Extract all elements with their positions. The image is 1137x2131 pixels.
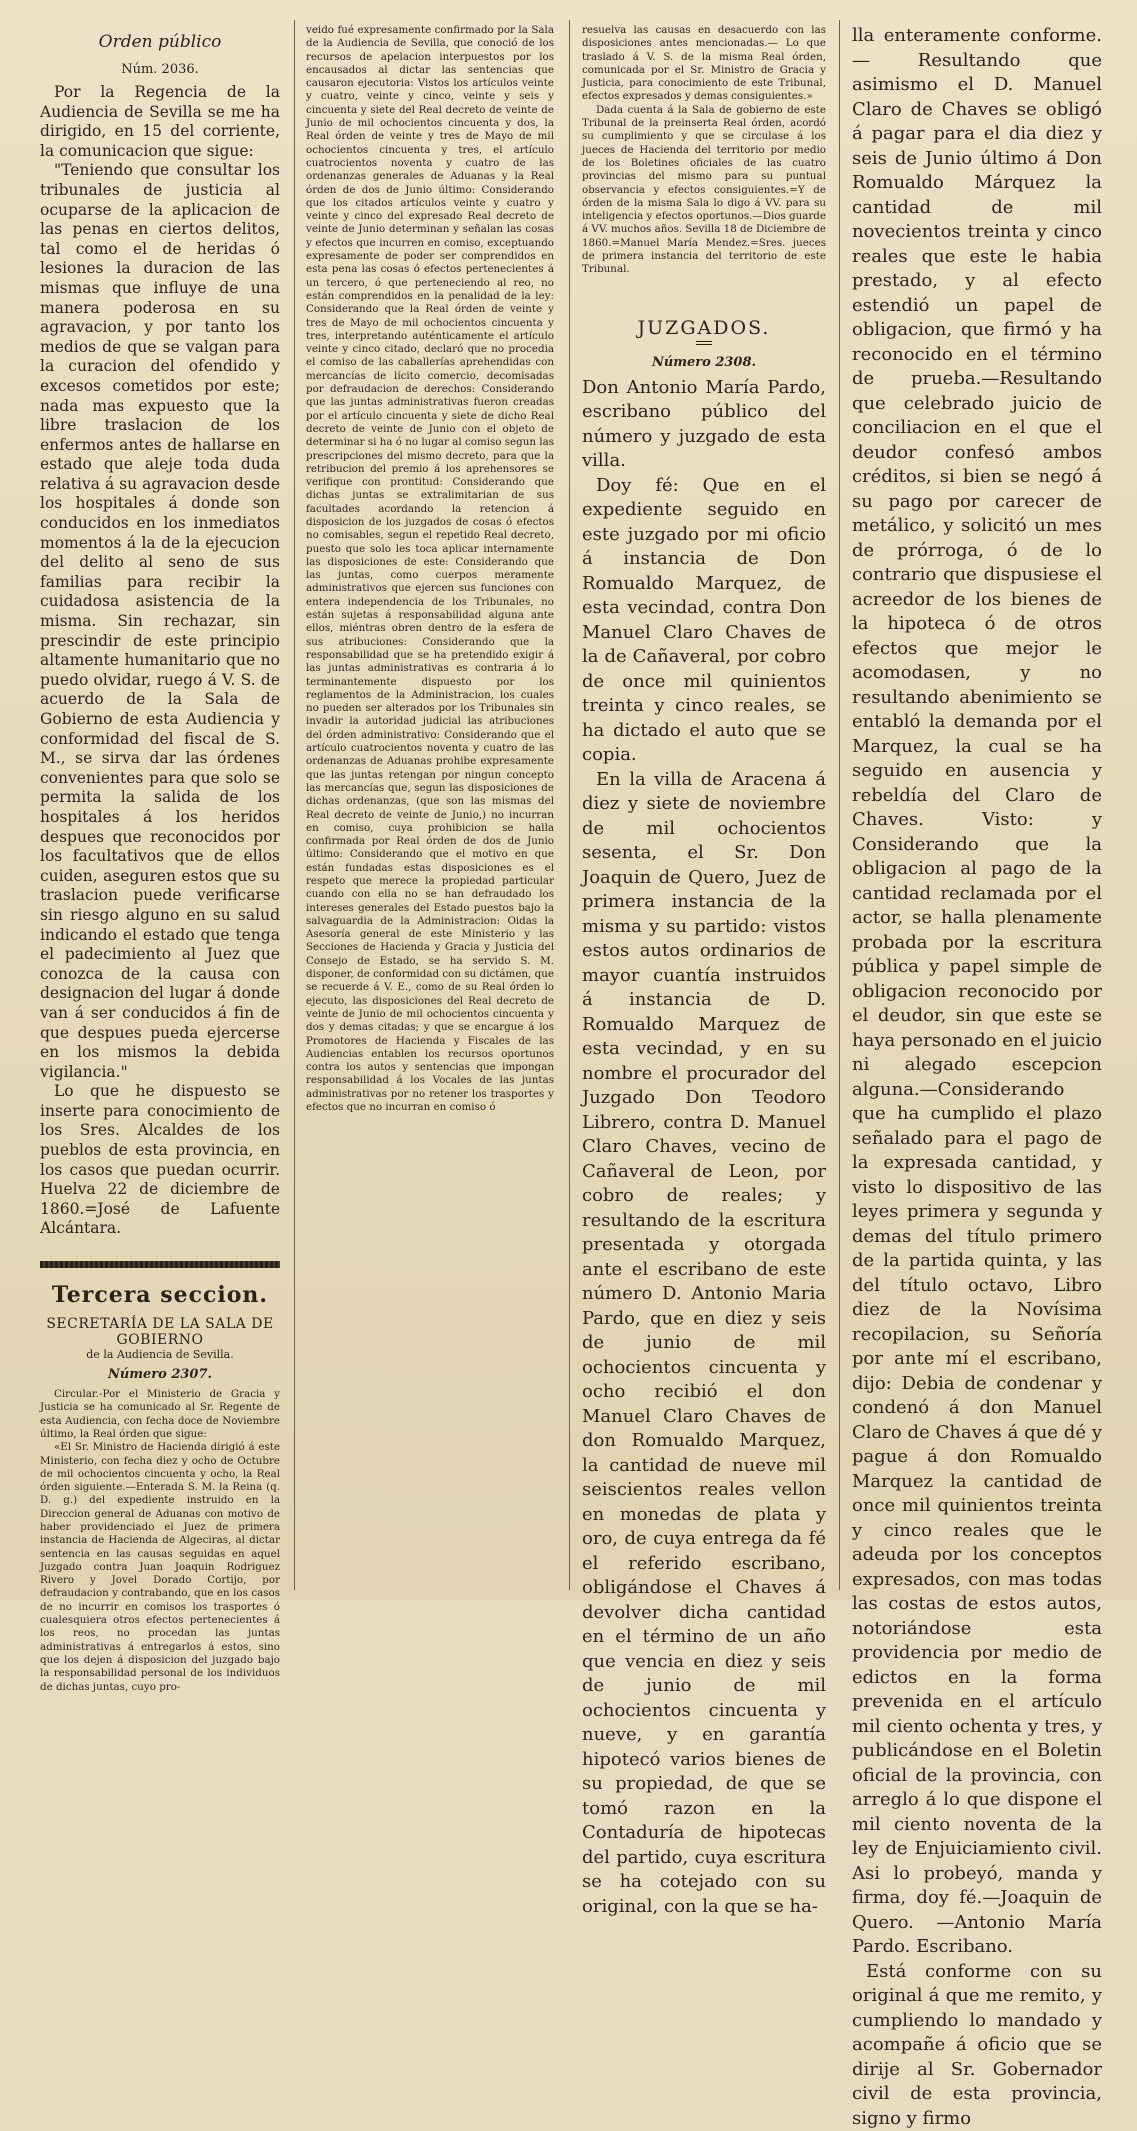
paragraph: En la villa de Aracena á diez y siete de noviembre de mil ochocientos sesenta, el Sr. Don Joaquin de Quero, Juez de primera instancia de la misma y su partido: vistos estos autos ordinarios de mayor cuantía instruidos á instancia de D. Romualdo Marquez de esta vecindad, y en su nombre el procurador del Juzgado Don Teodoro Librero, contra D. Manuel Claro Chaves, vecino de Cañaveral de Leon, por cobro de reales; y resultando de la escritura presentada y otorgada ante el escribano de este número D. Antonio Maria Pardo, que en diez y seis de junio de mil ochocientos cincuenta y ocho recibió el don Manuel Claro Chaves de don Romualdo Marquez, la cantidad de nueve mil seiscientos reales vellon en monedas de plata y oro, de cuya entrega da fé el referido escribano, obligándose el Chaves á devolver dicha cantidad en el término de un año que vencia en diez y seis de junio de mil ochocientos cincuenta y nueve, y en garantía hipotecó varios bienes de su propiedad, de que se tomó razon en la Contaduría de hipotecas del partido, cuya escritura se ha cotejado con su original, con la que se ha- <box>582 768 826 1920</box>
item-number: Número 2308. <box>582 355 826 370</box>
section-divider <box>40 1261 280 1268</box>
item-number: Número 2307. <box>40 1367 280 1382</box>
secretaria-subtitle: de la Audiencia de Sevilla. <box>40 1348 280 1361</box>
section-title-tercera: Tercera seccion. <box>40 1282 280 1308</box>
paragraph: lla enteramente conforme.— Resultando que asimismo el D. Manuel Claro de Chaves se obligó á pagar para el dia diez y seis de Junio último á Don Romualdo Márquez la cantidad de mil novecientos treinta y cinco reales que este le habia prestado, y al efecto estendió un papel de obligacion, que firmó y ha reconocido en el término de prueba.—Resultando que celebrado juicio de conciliacion en el que el deudor confesó ambos créditos, si bien se negó á su pago por carecer de metálico, y solicitó un mes de prórroga, ó de lo contrario que dispusiese el acreedor de los bienes de la hipoteca ó de otros efectos que mejor le acomodasen, y no resultando abenimiento se entabló la demanda por el Marquez, la cual se ha seguido en ausencia y rebeldía del Claro de Chaves. Visto: y Considerando que la obligacion al pago de la cantidad reclamada por el actor, se halla plenamente probada por la escritura pública y papel simple de obligacion reconocido por el deudor, sin que este se haya personado en el juicio ni alegado escepcion alguna.—Considerando que ha cumplido el plazo señalado para el pago de la expresada cantidad, y visto lo dispositivo de las leyes primera y segunda y demas del título primero de la partida quinta, y las del título octavo, Libro diez de la Novísima recopilacion, su Señoría por ante mí el escribano, dijo: Debia de condenar y condenó á don Manuel Claro de Chaves á que dé y pague á don Romualdo Marquez la cantidad de once mil quinientos treinta y cinco reales que le adeuda por los conceptos expresados, con mas todas las costas de estos autos, notoriándose esta providencia por medio de edictos en la forma prevenida en el artículo mil ciento ochenta y tres, y publicándose en el Boletin oficial de la provincia, con arreglo á lo que dispone el mil ciento noventa de la ley de Enjuiciamiento civil. Asi lo probeyó, manda y firma, doy fé.—Joaquin de Quero. —Antonio María Pardo. Escribano. <box>852 24 1102 1960</box>
paragraph: Está conforme con su original á que me remito, y cumpliendo lo mandado y acompañe á oficio que se dirije al Sr. Gobernador civil de esta provincia, signo y firmo <box>852 1960 1102 2131</box>
paragraph: «El Sr. Ministro de Hacienda dirigió á este Ministerio, con fecha diez y ocho de Octubre de mil ochocientos cincuenta y ocho, la Real órden siguiente.—Enterada S. M. la Reina (q. D. g.) del expediente instruido en la Direccion general de Aduanas con motivo de haber providenciado el Juez de primera instancia de Hacienda de Algeciras, al dictar sentencia en las causas seguidas en aquel Juzgado contra Juan Joaquin Rodriguez Rivero y Jovel Dorado Cortijo, por defraudacion y contrabando, que en los casos de no incurrir en comisos los trasportes ó cualesquiera otros efectos pertenecientes á los reos, no procedan las juntas administrativas á entregarlos á estos, sino que los dejen á disposicion del juzgado bajo la responsabilidad personal de los individuos de dichas juntas, cuyo pro- <box>40 1441 280 1694</box>
paragraph: veido fué expresamente confirmado por la Sala de la Audiencia de Sevilla, que conoció de los recursos de apelacion interpuestos por los encausados al dictar las sentencias que causaron ejecutoria: Vistos los artículos veinte y cuatro, veinte y cinco, veinte y seis y cincuenta y siete del Real decreto de veinte de Junio de mil ochocientos cincuenta y dos, la Real órden de veinte y tres de Mayo de mil ochocientos cincuenta y tres, el artículo cuatrocientos noventa y cuatro de las ordenanzas generales de Aduanas y la Real órden de dos de Junio último: Considerando que los citados artículos veinte y cuatro y veinte y cinco del expresado Real decreto de veinte de Junio determinan y señalan las cosas y efectos que incurren en comiso, exceptuando expresamente de poder ser comprendidos en esta pena las cosas ó efectos pertenecientes á un tercero, ó que perteneciendo al reo, no están comprendidos en la penalidad de la ley: Considerando que la Real órden de veinte y tres de Mayo de mil ochocientos cincuenta y tres, interpretando auténticamente el artículo veinte y cinco citado, declaró que no procedia el comiso de las caballerías aprehendidas con mercancías de lícito comercio, decomisadas por defraudacion de derechos: Considerando que las juntas administrativas fueron creadas por el artículo cincuenta y siete de dicho Real decreto de veinte de Junio con el objeto de determinar si ha ó no lugar al comiso segun las prescripciones del mismo decreto, para que la retribucion del premio á los aprehensores se verifique con prontitud: Considerando que dichas juntas se extralimitarian de sus facultades acordando la retencion á disposicion de los juzgados de cosas ó efectos no comisables, segun el repetido Real decreto, puesto que solo les toca aplicar internamente las disposiciones de este: Considerando que las juntas, como cuerpos meramente administrativos que ejercen sus funciones con entera independencia de los Tribunales, no están sujetas á responsabilidad alguna ante ellos, miéntras obren dentro de la esfera de sus atribuciones: Considerando que la responsabilidad que se ha pretendido exigir á las juntas administrativas es contraria á lo terminantemente dispuesto por los reglamentos de la Administracion, los cuales no pueden ser alterados por los Tribunales sin invadir la autoridad judicial las atribuciones del órden administrativo: Considerando que el artículo cuatrocientos noventa y cuatro de las ordenanzas de Aduanas prohibe expresamente que las juntas retengan por ningun concepto las mercancías que, segun las disposiciones de dichas ordenanzas, (que son las mismas del Real decreto de veinte de Junio,) no incurran en comiso, cuya prohibicion se halla confirmada por Real órden de dos de Junio último: Considerando que el motivo en que están fundadas estas disposiciones es el respeto que merece la propiedad particular cuando con ella no se han defraudado los intereses generales del Estado puestos bajo la salvaguardia de la Administracion: Oidas la Asesoría general de este Ministerio y las Secciones de Hacienda y Gracia y Justicia del Consejo de Estado, se ha servido S. M. disponer, de conformidad con su dictámen, que se recuerde á V. E., como de su Real órden lo ejecuto, las disposiciones del Real decreto de veinte de Junio de mil ochocientos cincuenta y dos y demas citadas; y que se encargue á los Promotores de Hacienda y Fiscales de las Audiencias entablen los recursos oportunos contra los autos y sentencias que impongan responsabilidad á los Vocales de las juntas administrativas por no retener los trasportes y efectos que no incurran en comiso ó <box>306 24 554 1114</box>
column-4 <box>852 24 1102 1590</box>
column-rule <box>839 20 840 1590</box>
paragraph: Lo que he dispuesto se inserte para conocimiento de los Sres. Alcaldes de los pueblos de esta provincia, en los casos que puedan ocurrir. Huelva 22 de diciembre de 1860.=José de Lafuente Alcántara. <box>40 1082 280 1239</box>
section-header-orden-publico: Orden público <box>40 32 280 52</box>
paragraph: Doy fé: Que en el expediente seguido en este juzgado por mi oficio á instancia de Don Romualdo Marquez, de esta vecindad, contra Don Manuel Claro Chaves de la de Cañaveral, por cobro de once mil quinientos treinta y cinco reales, se ha dictado el auto que se copia. <box>582 474 826 768</box>
column-rule <box>569 20 570 1590</box>
paragraph: Circular.-Por el Ministerio de Gracia y Justicia se ha comunicado al Sr. Regente de esta Audiencia, con fecha doce de Noviembre último, la Real órden que sigue: <box>40 1388 280 1441</box>
column-1 <box>40 24 280 1590</box>
item-number: Núm. 2036. <box>40 62 280 77</box>
double-rule <box>696 341 712 345</box>
paragraph: resuelva las causas en desacuerdo con las disposiciones antes mencionadas.— Lo que traslado á V. S. de la misma Real órden, comunicada por el Sr. Ministro de Gracia y Justicia, para conocimiento de este Tribunal, efectos expresados y demas consiguientes.» <box>582 24 826 104</box>
section-title-juzgados: JUZGADOS. <box>582 317 826 339</box>
paragraph: "Teniendo que consultar los tribunales de justicia al ocuparse de la aplicacion de las penas en ciertos delitos, tal como el de heridas ó lesiones la duracion de las mismas que influye de una manera poderosa en su agravacion, y por tanto los medios de que se valgan para la curacion del ofendido y excesos cometidos por este; nada mas expuesto que la libre traslacion de los enfermos antes de hallarse en estado que aleje toda duda relativa á su agravacion desde los hospitales á donde son conducidos en los inmediatos momentos á la de la ejecucion del delito al seno de sus familias para recibir la cuidadosa asistencia de la misma. Sin rechazar, sin prescindir de este principio altamente humanitario que no puedo olvidar, ruego á V. S. de acuerdo de la Sala de Gobierno de esta Audiencia y conformidad del fiscal de S. M., se sirva dar las órdenes convenientes para que solo se permita la salida de los hospitales á los heridos despues que reconocidos por los facultativos que de ellos cuiden, aseguren estos que su traslacion puede verificarse sin riesgo alguno en su salud indicando el estado que tenga el padecimiento al Juez que conozca de la causa con designacion del lugar á donde van á ser conducidos á fin de que despues pueda ejercerse en los mismos la debida vigilancia." <box>40 161 280 1082</box>
paragraph: Dada cuenta á la Sala de gobierno de este Tribunal de la preinserta Real órden, acordó su cumplimiento y que se circulase á los jueces de Hacienda del territorio por medio de los Boletines oficiales de las cuatro provincias del mismo para su puntual observancia y efectos consiguientes.=Y de órden de la misma Sala lo digo á VV. para su inteligencia y efectos oportunos.—Dios guarde á VV. muchos años. Sevilla 18 de Diciembre de 1860.=Manuel María Mendez.=Sres. jueces de primera instancia del territorio de este Tribunal. <box>582 104 826 277</box>
column-3 <box>582 24 826 1590</box>
column-2 <box>306 24 554 1590</box>
secretaria-title: SECRETARÍA DE LA SALA DE GOBIERNO <box>40 1316 280 1348</box>
paragraph: Don Antonio María Pardo, escribano público del número y juzgado de esta villa. <box>582 376 826 474</box>
paragraph: Por la Regencia de la Audiencia de Sevilla se me ha dirigido, en 15 del corriente, la comunicacion que sigue: <box>40 83 280 161</box>
column-rule <box>294 20 295 1590</box>
